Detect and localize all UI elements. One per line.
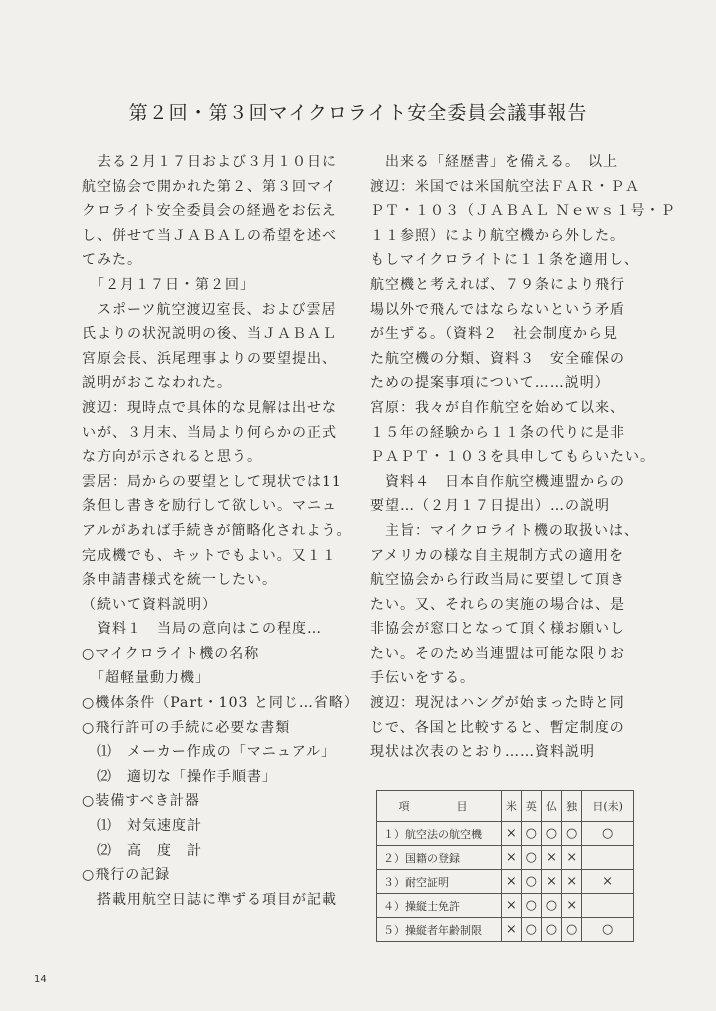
- left-text-line: し、併せて当ＪＡＢＡＬの希望を述べ: [82, 227, 337, 244]
- table-row: [377, 846, 634, 870]
- right-text-line: 非協会が窓口となって頂く様お願いし: [370, 621, 625, 638]
- table-mark-cell: ○: [541, 822, 561, 846]
- table-mark-cell: [582, 894, 634, 918]
- page-title: 第２回・第３回マイクロライト安全委員会議事報告: [128, 102, 588, 124]
- right-text-line: １１参照）により航空機から外した。: [370, 227, 625, 244]
- table-mark-cell: ○: [562, 822, 582, 846]
- table-header-item: 項 目: [377, 791, 502, 822]
- table-mark-cell: ×: [541, 870, 561, 894]
- table-mark-cell: ○: [521, 822, 541, 846]
- left-text-line: ○機体条件（Part・103 と同じ…省略）: [82, 695, 359, 712]
- page-number: 14: [34, 974, 47, 985]
- right-text-line: 要望…（２月１７日提出）…の説明: [370, 498, 610, 515]
- table-mark-cell: ×: [502, 894, 522, 918]
- right-text-line: 主旨：マイクロライト機の取扱いは、: [370, 522, 640, 539]
- left-text-line: 宮原会長、浜尾理事よりの要望提出、: [82, 350, 337, 367]
- table-item-cell: ５）操縦者年齢制限: [377, 918, 502, 942]
- table-mark-cell: ×: [541, 846, 561, 870]
- right-text-line: １５年の経験から１１条の代りに是非: [370, 424, 625, 441]
- left-text-line: 航空協会で開かれた第２、第３回マイ: [82, 178, 337, 195]
- table-mark-cell: ×: [502, 918, 522, 942]
- right-text-line: 資料４ 日本自作航空機連盟からの: [370, 473, 625, 490]
- right-text-line: じで、各国と比較すると、暫定制度の: [370, 719, 625, 736]
- left-text-line: ⑴ メーカー作成の「マニュアル」: [82, 744, 337, 761]
- left-text-line: 説明がおこなわれた。: [82, 375, 232, 392]
- right-text-line: 航空協会から行政当局に要望して頂き: [370, 572, 625, 589]
- left-text-line: 「超軽量動力機」: [82, 670, 210, 687]
- right-text-line: 現状は次表のとおり……資料説明: [370, 744, 595, 761]
- right-text-line: アメリカの様な自主規制方式の適用を: [370, 547, 625, 564]
- left-text-line: 雲居：局からの要望として現状では11: [82, 473, 342, 490]
- right-text-line: 出来る「経歴書」を備える。 以上: [370, 154, 618, 170]
- left-text-line: 渡辺：現時点で具体的な見解は出せな: [82, 399, 337, 416]
- right-text-line: 場以外で飛んではならないという矛盾: [370, 301, 625, 318]
- left-text-line: クロライト安全委員会の経過をお伝え: [82, 203, 337, 220]
- left-text-line: スポーツ航空渡辺室長、および雲居: [82, 301, 337, 318]
- table-item-cell: ４）操縦士免許: [377, 894, 502, 918]
- left-text-line: ○飛行の記録: [82, 867, 171, 884]
- right-column: [370, 150, 676, 765]
- right-text-line: もしマイクロライトに１１条を適用し、: [370, 252, 640, 269]
- table-mark-cell: ○: [521, 918, 541, 942]
- right-text-line: ＰＡＰＴ・１０３を具申してもらいたい。: [370, 449, 655, 466]
- table-mark-cell: ×: [562, 870, 582, 894]
- table-row: [377, 918, 634, 942]
- left-text-line: 資料１ 当局の意向はこの程度…: [82, 621, 322, 638]
- right-text-line: 宮原：我々が自作航空を始めて以来、: [370, 399, 625, 416]
- table-mark-cell: ×: [502, 846, 522, 870]
- table-mark-cell: [582, 846, 634, 870]
- left-text-line: ○マイクロライト機の名称: [82, 645, 260, 662]
- left-text-line: （続いて資料説明）: [82, 596, 217, 613]
- table-mark-cell: ×: [562, 894, 582, 918]
- table-header-row: [377, 791, 634, 822]
- left-text-line: 搭載用航空日誌に準ずる項目が記載: [82, 891, 337, 908]
- right-text-line: ＰＴ・１０３（ＪＡＢＡＬ Ｎｅｗｓ１号・Ｐ: [370, 203, 676, 220]
- left-text-line: いが、３月末、当局より何らかの正式: [82, 424, 337, 441]
- right-text-line: たい。そのため当連盟は可能な限りお: [370, 645, 625, 662]
- right-text-line: が生ずる。（資料２ 社会制度から見: [370, 326, 618, 343]
- right-text-line: た航空機の分類、資料３ 安全確保の: [370, 350, 625, 367]
- table-mark-cell: ○: [541, 894, 561, 918]
- left-text-line: ○飛行許可の手続に必要な書類: [82, 719, 291, 736]
- left-text-line: てみた。: [82, 252, 142, 269]
- table-header-country: 日(未): [582, 791, 634, 822]
- table-mark-cell: ×: [502, 822, 522, 846]
- left-text-line: ⑵ 適切な「操作手順書」: [82, 768, 277, 785]
- table-mark-cell: ○: [521, 894, 541, 918]
- table-header-country: 独: [562, 791, 582, 822]
- table-mark-cell: ○: [582, 822, 634, 846]
- table-mark-cell: ○: [562, 918, 582, 942]
- left-column: [82, 150, 359, 912]
- table-item-cell: ２）国籍の登録: [377, 846, 502, 870]
- table-item-cell: １）航空法の航空機: [377, 822, 502, 846]
- table-item-cell: ３）耐空証明: [377, 870, 502, 894]
- table-mark-cell: ○: [521, 870, 541, 894]
- left-text-line: ○装備すべき計器: [82, 793, 200, 810]
- left-text-line: 去る２月１７日および３月１０日に: [82, 154, 337, 170]
- right-text-line: ための提案事項について……説明）: [370, 375, 610, 392]
- comparison-table: [376, 790, 634, 942]
- left-text-line: 条但し書きを励行して欲しい。マニュ: [82, 498, 337, 515]
- right-text-line: 航空機と考えれば、７９条により飛行: [370, 276, 625, 293]
- table-header-country: 米: [502, 791, 522, 822]
- table-header-country: 英: [521, 791, 541, 822]
- left-text-line: 完成機でも、キットでもよい。又１１: [82, 547, 337, 564]
- table-mark-cell: ○: [521, 846, 541, 870]
- table-header-country: 仏: [541, 791, 561, 822]
- right-text-line: たい。又、それらの実施の場合は、是: [370, 596, 625, 613]
- left-text-line: ⑴ 対気速度計: [82, 818, 202, 835]
- right-text-line: 手伝いをする。: [370, 670, 475, 687]
- left-text-line: 条申請書様式を統一したい。: [82, 572, 277, 589]
- right-text-line: 渡辺：現況はハングが始まった時と同: [370, 695, 625, 712]
- table-row: [377, 894, 634, 918]
- table-row: [377, 870, 634, 894]
- left-text-line: な方向が示されると思う。: [82, 449, 262, 466]
- left-text-line: アルがあれば手続きが簡略化されよう。: [82, 522, 352, 539]
- table-mark-cell: ×: [562, 846, 582, 870]
- table-mark-cell: ○: [541, 918, 561, 942]
- table-mark-cell: ○: [582, 918, 634, 942]
- table-mark-cell: ×: [502, 870, 522, 894]
- table-row: [377, 822, 634, 846]
- right-text-line: 渡辺：米国では米国航空法ＦＡＲ・ＰＡ: [370, 178, 640, 195]
- table-mark-cell: ×: [582, 870, 634, 894]
- left-text-line: 氏よりの状況説明の後、当ＪＡＢＡＬ: [82, 326, 337, 343]
- left-text-line: ⑵ 高 度 計: [82, 842, 202, 859]
- left-text-line: 「２月１７日・第２回」: [82, 276, 255, 293]
